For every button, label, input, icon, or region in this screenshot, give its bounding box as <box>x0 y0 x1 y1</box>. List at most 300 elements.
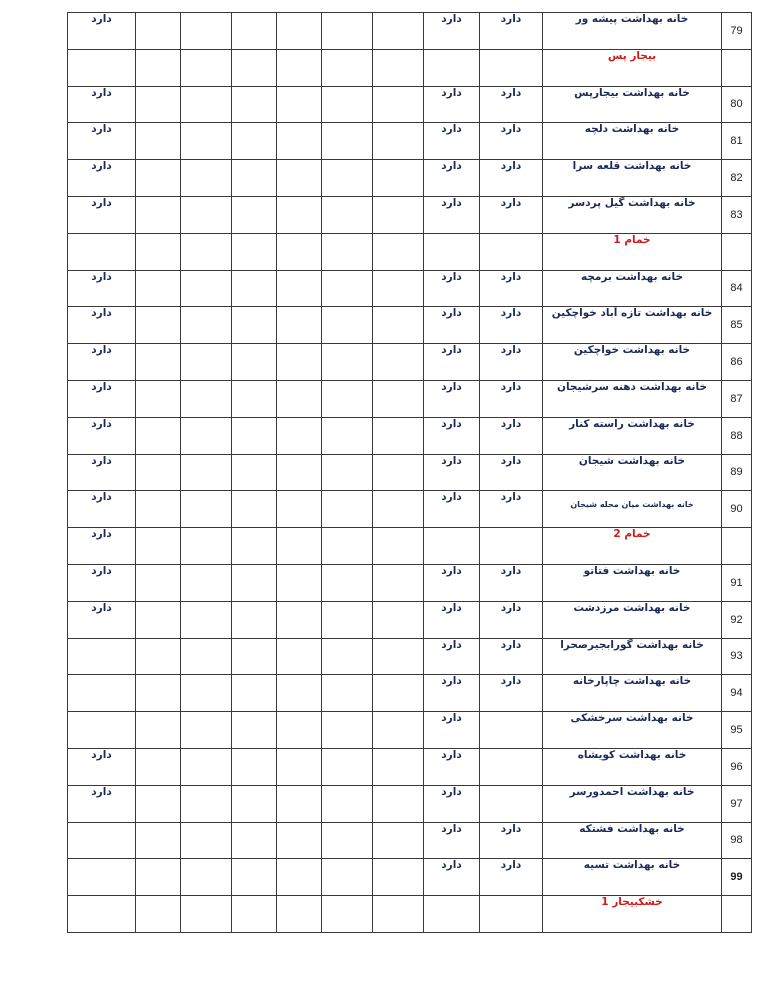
row-number: 87 <box>722 380 752 417</box>
facility-name: خانه بهداشت دهنه سرشیجان <box>543 380 722 417</box>
empty-cell <box>232 270 277 307</box>
empty-cell <box>322 49 373 86</box>
table-row <box>68 344 752 381</box>
table-row <box>68 638 752 675</box>
empty-cell <box>232 491 277 528</box>
empty-cell <box>68 712 136 749</box>
empty-cell <box>136 491 181 528</box>
status-cell: دارد <box>480 675 543 712</box>
empty-cell <box>181 528 232 565</box>
row-number: 86 <box>722 344 752 381</box>
facility-name: خانه بهداشت سرخشکی <box>543 712 722 749</box>
section-title: خمام 1 <box>543 233 722 270</box>
empty-cell <box>232 86 277 123</box>
empty-cell <box>322 638 373 675</box>
section-row <box>68 49 752 86</box>
empty-cell <box>181 675 232 712</box>
status-cell: دارد <box>424 675 480 712</box>
empty-cell <box>232 13 277 50</box>
status-cell: دارد <box>68 160 136 197</box>
empty-cell <box>232 822 277 859</box>
row-number: 99 <box>722 859 752 896</box>
empty-cell <box>232 380 277 417</box>
empty-cell <box>136 307 181 344</box>
status-cell: دارد <box>424 712 480 749</box>
empty-cell <box>373 564 424 601</box>
empty-cell <box>373 307 424 344</box>
table-row <box>68 564 752 601</box>
status-cell: دارد <box>480 123 543 160</box>
empty-cell <box>277 454 322 491</box>
facility-name: خانه بهداشت فتاتو <box>543 564 722 601</box>
empty-cell <box>232 307 277 344</box>
empty-cell <box>322 601 373 638</box>
table-row <box>68 675 752 712</box>
section-title: خمام 2 <box>543 528 722 565</box>
status-cell: دارد <box>424 785 480 822</box>
status-cell: دارد <box>480 380 543 417</box>
empty-cell <box>136 196 181 233</box>
status-cell: دارد <box>68 123 136 160</box>
empty-cell <box>373 417 424 454</box>
status-cell: دارد <box>68 307 136 344</box>
status-cell: دارد <box>424 196 480 233</box>
empty-cell <box>232 344 277 381</box>
empty-cell <box>136 417 181 454</box>
empty-cell <box>136 454 181 491</box>
row-number: 94 <box>722 675 752 712</box>
status-cell: دارد <box>68 344 136 381</box>
empty-cell <box>373 675 424 712</box>
empty-cell <box>136 675 181 712</box>
empty-cell <box>322 675 373 712</box>
empty-cell <box>136 233 181 270</box>
facility-name: خانه بهداشت پیشه ور <box>543 13 722 50</box>
empty-cell <box>181 564 232 601</box>
status-cell: دارد <box>68 748 136 785</box>
empty-cell <box>181 785 232 822</box>
status-cell: دارد <box>424 270 480 307</box>
empty-cell <box>181 748 232 785</box>
empty-cell <box>232 233 277 270</box>
empty-cell <box>322 270 373 307</box>
status-cell: دارد <box>424 123 480 160</box>
section-row <box>68 233 752 270</box>
empty-cell <box>277 748 322 785</box>
empty-cell <box>181 417 232 454</box>
status-cell: دارد <box>68 86 136 123</box>
status-cell: دارد <box>480 13 543 50</box>
status-cell: دارد <box>424 638 480 675</box>
row-number: 83 <box>722 196 752 233</box>
row-number <box>722 528 752 565</box>
empty-cell <box>181 270 232 307</box>
row-number: 93 <box>722 638 752 675</box>
empty-cell <box>424 896 480 933</box>
facility-name: خانه بهداشت برمچه <box>543 270 722 307</box>
table-row <box>68 270 752 307</box>
empty-cell <box>136 528 181 565</box>
empty-cell <box>136 160 181 197</box>
table-row <box>68 307 752 344</box>
empty-cell <box>277 417 322 454</box>
row-number <box>722 49 752 86</box>
empty-cell <box>322 528 373 565</box>
table-row <box>68 491 752 528</box>
section-row <box>68 528 752 565</box>
section-row <box>68 896 752 933</box>
table-row <box>68 160 752 197</box>
status-cell: دارد <box>424 344 480 381</box>
table-row <box>68 859 752 896</box>
empty-cell <box>424 49 480 86</box>
empty-cell <box>322 785 373 822</box>
empty-cell <box>68 49 136 86</box>
empty-cell <box>480 528 543 565</box>
facility-name: خانه بهداشت راسته کنار <box>543 417 722 454</box>
status-cell: دارد <box>424 380 480 417</box>
empty-cell <box>277 785 322 822</box>
empty-cell <box>322 307 373 344</box>
empty-cell <box>277 307 322 344</box>
status-cell: دارد <box>68 454 136 491</box>
row-number: 88 <box>722 417 752 454</box>
status-cell: دارد <box>68 13 136 50</box>
status-cell: دارد <box>424 307 480 344</box>
empty-cell <box>277 638 322 675</box>
empty-cell <box>373 196 424 233</box>
status-cell: دارد <box>424 491 480 528</box>
empty-cell <box>232 896 277 933</box>
empty-cell <box>373 528 424 565</box>
empty-cell <box>232 748 277 785</box>
table-body <box>68 13 752 933</box>
table-row <box>68 86 752 123</box>
empty-cell <box>277 564 322 601</box>
empty-cell <box>181 712 232 749</box>
empty-cell <box>424 233 480 270</box>
status-cell: دارد <box>480 822 543 859</box>
empty-cell <box>373 859 424 896</box>
table-row <box>68 123 752 160</box>
table-row <box>68 748 752 785</box>
row-number: 82 <box>722 160 752 197</box>
empty-cell <box>181 380 232 417</box>
status-cell: دارد <box>424 748 480 785</box>
empty-cell <box>373 233 424 270</box>
empty-cell <box>232 49 277 86</box>
empty-cell <box>136 86 181 123</box>
status-cell: دارد <box>424 454 480 491</box>
empty-cell <box>480 896 543 933</box>
empty-cell <box>136 748 181 785</box>
row-number: 79 <box>722 13 752 50</box>
status-cell: دارد <box>480 344 543 381</box>
table-row <box>68 454 752 491</box>
empty-cell <box>136 785 181 822</box>
status-cell: دارد <box>480 859 543 896</box>
empty-cell <box>277 196 322 233</box>
empty-cell <box>480 49 543 86</box>
row-number: 96 <box>722 748 752 785</box>
empty-cell <box>322 712 373 749</box>
empty-cell <box>277 896 322 933</box>
empty-cell <box>373 748 424 785</box>
facility-name: خانه بهداشت بیجارپس <box>543 86 722 123</box>
empty-cell <box>181 13 232 50</box>
facility-name: خانه بهداشت تسیه <box>543 859 722 896</box>
empty-cell <box>480 233 543 270</box>
status-cell: دارد <box>424 859 480 896</box>
status-cell: دارد <box>480 564 543 601</box>
table-row <box>68 380 752 417</box>
empty-cell <box>322 859 373 896</box>
empty-cell <box>232 454 277 491</box>
empty-cell <box>232 675 277 712</box>
empty-cell <box>322 896 373 933</box>
table-row <box>68 417 752 454</box>
empty-cell <box>277 344 322 381</box>
empty-cell <box>136 601 181 638</box>
empty-cell <box>373 123 424 160</box>
facility-name: خانه بهداشت دلچه <box>543 123 722 160</box>
facility-name: خانه بهداشت گیل پردسر <box>543 196 722 233</box>
empty-cell <box>68 638 136 675</box>
empty-cell <box>277 123 322 160</box>
status-cell: دارد <box>424 13 480 50</box>
empty-cell <box>181 896 232 933</box>
empty-cell <box>181 49 232 86</box>
empty-cell <box>322 491 373 528</box>
empty-cell <box>232 859 277 896</box>
empty-cell <box>136 380 181 417</box>
row-number: 80 <box>722 86 752 123</box>
row-number: 92 <box>722 601 752 638</box>
empty-cell <box>277 49 322 86</box>
row-number: 84 <box>722 270 752 307</box>
empty-cell <box>232 528 277 565</box>
table-row <box>68 822 752 859</box>
empty-cell <box>277 233 322 270</box>
status-cell: دارد <box>68 491 136 528</box>
empty-cell <box>373 785 424 822</box>
table-row <box>68 712 752 749</box>
empty-cell <box>322 86 373 123</box>
status-cell: دارد <box>480 196 543 233</box>
facility-name: خانه بهداشت تازه آباد خواچکین <box>543 307 722 344</box>
empty-cell <box>373 380 424 417</box>
status-cell: دارد <box>480 160 543 197</box>
status-cell: دارد <box>68 270 136 307</box>
status-cell: دارد <box>68 417 136 454</box>
facility-name: خانه بهداشت میان محله شیجان <box>543 491 722 528</box>
empty-cell <box>277 86 322 123</box>
empty-cell <box>373 86 424 123</box>
empty-cell <box>136 344 181 381</box>
row-number: 81 <box>722 123 752 160</box>
empty-cell <box>232 785 277 822</box>
status-cell: دارد <box>68 196 136 233</box>
empty-cell <box>322 13 373 50</box>
status-cell: دارد <box>480 454 543 491</box>
facilities-table <box>67 12 752 933</box>
empty-cell <box>277 160 322 197</box>
empty-cell <box>232 123 277 160</box>
empty-cell <box>181 601 232 638</box>
empty-cell <box>373 638 424 675</box>
empty-cell <box>277 601 322 638</box>
empty-cell <box>232 712 277 749</box>
empty-cell <box>181 491 232 528</box>
empty-cell <box>322 748 373 785</box>
table-row <box>68 601 752 638</box>
empty-cell <box>181 454 232 491</box>
empty-cell <box>322 160 373 197</box>
facility-name: خانه بهداشت احمدورسر <box>543 785 722 822</box>
empty-cell <box>373 160 424 197</box>
empty-cell <box>136 822 181 859</box>
empty-cell <box>136 712 181 749</box>
empty-cell <box>277 528 322 565</box>
empty-cell <box>373 822 424 859</box>
empty-cell <box>277 13 322 50</box>
empty-cell <box>232 196 277 233</box>
empty-cell <box>181 307 232 344</box>
facility-name: خانه بهداشت چاپارخانه <box>543 675 722 712</box>
row-number <box>722 896 752 933</box>
facility-name: خانه بهداشت گورابجیرصحرا <box>543 638 722 675</box>
facility-name: خانه بهداشت مرزدشت <box>543 601 722 638</box>
empty-cell <box>322 196 373 233</box>
empty-cell <box>373 712 424 749</box>
empty-cell <box>322 233 373 270</box>
empty-cell <box>181 344 232 381</box>
status-cell: دارد <box>480 86 543 123</box>
empty-cell <box>181 822 232 859</box>
empty-cell <box>322 822 373 859</box>
empty-cell <box>136 13 181 50</box>
empty-cell <box>181 196 232 233</box>
empty-cell <box>322 564 373 601</box>
status-cell: دارد <box>480 601 543 638</box>
status-cell: دارد <box>480 307 543 344</box>
status-cell: دارد <box>68 380 136 417</box>
empty-cell <box>68 896 136 933</box>
empty-cell <box>322 123 373 160</box>
empty-cell <box>232 638 277 675</box>
status-cell: دارد <box>480 491 543 528</box>
row-number <box>722 233 752 270</box>
row-number: 95 <box>722 712 752 749</box>
empty-cell <box>68 859 136 896</box>
status-cell: دارد <box>424 417 480 454</box>
facility-name: خانه بهداشت کویشاه <box>543 748 722 785</box>
row-number: 98 <box>722 822 752 859</box>
empty-cell <box>373 344 424 381</box>
empty-cell <box>373 270 424 307</box>
empty-cell <box>373 896 424 933</box>
empty-cell <box>277 491 322 528</box>
row-number: 91 <box>722 564 752 601</box>
empty-cell <box>232 160 277 197</box>
empty-cell <box>68 675 136 712</box>
empty-cell <box>277 712 322 749</box>
empty-cell <box>277 380 322 417</box>
row-number: 90 <box>722 491 752 528</box>
empty-cell <box>373 454 424 491</box>
section-title: بیجار پس <box>543 49 722 86</box>
empty-cell <box>136 270 181 307</box>
status-cell: دارد <box>480 417 543 454</box>
empty-cell <box>136 896 181 933</box>
facility-name: خانه بهداشت قلعه سرا <box>543 160 722 197</box>
empty-cell <box>232 601 277 638</box>
empty-cell <box>322 454 373 491</box>
empty-cell <box>68 233 136 270</box>
table-row <box>68 196 752 233</box>
status-cell: دارد <box>68 564 136 601</box>
row-number: 85 <box>722 307 752 344</box>
empty-cell <box>136 859 181 896</box>
table-row <box>68 13 752 50</box>
empty-cell <box>181 123 232 160</box>
empty-cell <box>181 638 232 675</box>
status-cell: دارد <box>480 638 543 675</box>
empty-cell <box>277 270 322 307</box>
empty-cell <box>480 712 543 749</box>
empty-cell <box>232 417 277 454</box>
empty-cell <box>480 785 543 822</box>
empty-cell <box>181 160 232 197</box>
status-cell: دارد <box>424 601 480 638</box>
status-cell: دارد <box>68 601 136 638</box>
status-cell: دارد <box>424 160 480 197</box>
empty-cell <box>373 49 424 86</box>
empty-cell <box>181 86 232 123</box>
empty-cell <box>277 675 322 712</box>
empty-cell <box>277 822 322 859</box>
status-cell: دارد <box>68 785 136 822</box>
empty-cell <box>232 564 277 601</box>
status-cell: دارد <box>424 822 480 859</box>
empty-cell <box>136 123 181 160</box>
empty-cell <box>136 638 181 675</box>
empty-cell <box>373 13 424 50</box>
status-cell: دارد <box>480 270 543 307</box>
empty-cell <box>181 859 232 896</box>
empty-cell <box>322 344 373 381</box>
facility-name: خانه بهداشت فشتکه <box>543 822 722 859</box>
empty-cell <box>136 564 181 601</box>
table-row <box>68 785 752 822</box>
row-number: 97 <box>722 785 752 822</box>
empty-cell <box>181 233 232 270</box>
empty-cell <box>373 491 424 528</box>
status-cell: دارد <box>424 564 480 601</box>
empty-cell <box>136 49 181 86</box>
empty-cell <box>277 859 322 896</box>
empty-cell <box>373 601 424 638</box>
facility-name: خانه بهداشت شیجان <box>543 454 722 491</box>
status-cell: دارد <box>424 86 480 123</box>
empty-cell <box>424 528 480 565</box>
row-number: 89 <box>722 454 752 491</box>
empty-cell <box>322 380 373 417</box>
empty-cell <box>322 417 373 454</box>
status-cell: دارد <box>68 528 136 565</box>
empty-cell <box>480 748 543 785</box>
section-title: خشکبیجار 1 <box>543 896 722 933</box>
